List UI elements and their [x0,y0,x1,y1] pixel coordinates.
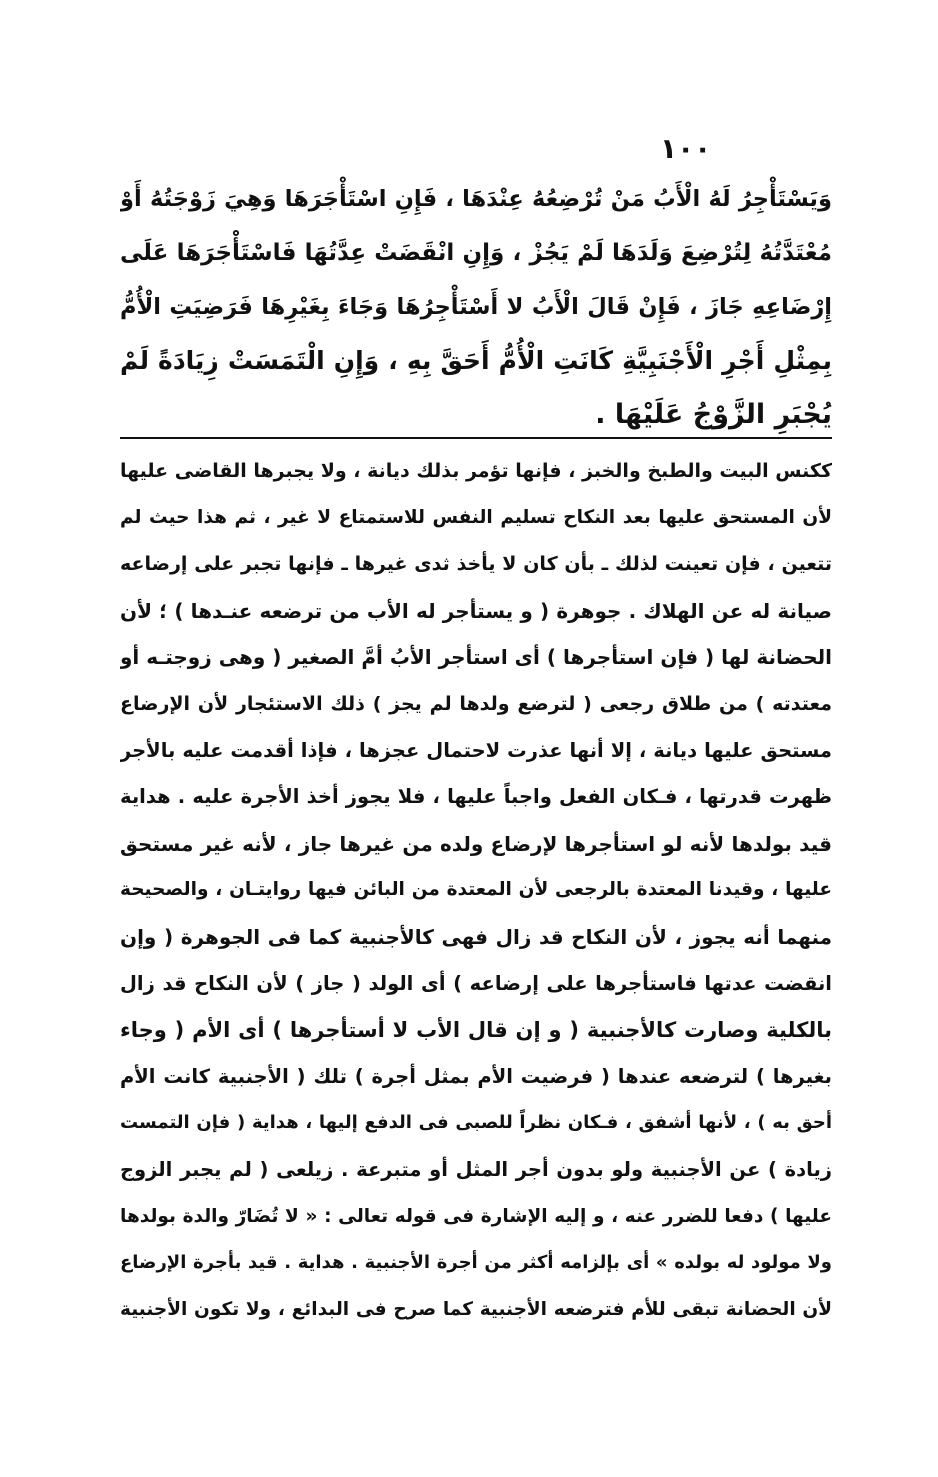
section-divider [120,437,832,439]
commentary-line: لأن الحضانة تبقى للأم فترضعه الأجنبية كما صرح فى البدائع ، ولا تكون الأجنبية [120,1298,832,1320]
main-text-line: يُجْبَرِ الزَّوْجُ عَلَيْهَا . [595,399,832,430]
main-text-line: إِرْضَاعِهِ جَازَ ، فَإِنْ قَالَ الْأَبُ لا أَسْتَأْجِرُهَا وَجَاءَ بِغَيْرِهَا فَرَضِيَتِ الْأُمُّ [120,294,832,320]
commentary-line: أحق به ) ، لأنها أشفق ، فـكان نظراً للصبى فى الدفع إليها ، هداية ( فإن التمست [120,1112,832,1134]
commentary-line: عليها ، وقيدنا المعتدة بالرجعى لأن المعتدة من البائن فيها روايتـان ، والصحيحة [120,879,832,901]
main-text-line: وَيَسْتَأْجِرُ لَهُ الْأَبُ مَنْ تُرْضِعُهُ عِنْدَهَا ، فَإِنِ اسْتَأْجَرَهَا وَهِيَ زَوْجَتُهُ أَوْ [120,186,832,212]
main-text [120,172,832,442]
commentary-line: معتدته ) من طلاق رجعى ( لترضع ولدها لم يجز ) ذلك الاستئجار لأن الإرضاع [120,692,832,715]
commentary-line: تتعين ، فإن تعينت لذلك ـ بأن كان لا يأخذ ثدى غيرها ـ فإنها تجبر على إرضاعه [120,553,832,576]
commentary-line: مستحق عليها ديانة ، إلا أنها عذرت لاحتمال عجزها ، فإذا أقدمت عليه بالأجر [120,738,832,762]
page-number: ١٠٠ [660,132,712,165]
commentary-line: منهما أنه يجوز ، لأن النكاح قد زال فهى كالأجنبية كما فى الجوهرة ( وإن [120,924,832,949]
commentary-line: عليها ) دفعا للضرر عنه ، و إليه الإشارة فى قوله تعالى : « لا تُضَارّ والدة بولدها [120,1205,832,1227]
commentary-line: زيادة ) عن الأجنبية ولو بدون أجر المثل أو متبرعة . زيلعى ( لم يجبر الزوج [120,1157,832,1181]
commentary-line: الحضانة لها ( فإن استأجرها ) أى استأجر الأبُ أمَّ الصغير ( وهى زوجتـه أو [120,645,832,670]
commentary-line: صيانة له عن الهلاك . جوهرة ( و يستأجر له الأب من ترضعه عنـدها ) ؛ لأن [120,598,832,623]
commentary-line: ظهرت قدرتها ، فـكان الفعل واجباً عليها ، فلا يجوز أخذ الأجرة عليه . هداية [120,785,832,809]
commentary-line: انقضت عدتها فاستأجرها على إرضاعه ) أى الولد ( جاز ) لأن النكاح قد زال [120,971,832,995]
commentary-line: ولا مولود له بولده » أى بإلزامه أكثر من أجرة الأجنبية . هداية . قيد بأجرة الإرضاع [120,1252,832,1274]
commentary-line: ككنس البيت والطبخ والخبز ، فإنها تؤمر بذلك ديانة ، ولا يجبرها القاضى عليها [120,460,832,482]
commentary-line: قيد بولدها لأنه لو استأجرها لإرضاع ولده من غيرها جاز ، لأنه غير مستحق [120,831,832,856]
commentary-line: بالكلية وصارت كالأجنبية ( و إن قال الأب لا أستأجرها ) أى الأم ( وجاء [120,1018,832,1043]
commentary-line: لأن المستحق عليها بعد النكاح تسليم النفس للاستمتاع لا غير ، ثم هذا حيث لم [120,506,832,528]
commentary-text [120,448,832,1333]
commentary-line: بغيرها ) لترضعه عندها ( فرضيت الأم بمثل أجرة ) تلك ( الأجنبية كانت الأم [120,1064,832,1088]
main-text-line: مُعْتَدَّتُهُ لِتُرْضِعَ وَلَدَهَا لَمْ يَجُزْ ، وَإِنِ انْقَضَتْ عِدَّتُهَا فَاسْتَأْجَرَهَا عَلَى [120,240,832,266]
main-text-line: بِمِثْلِ أَجْرِ الْأَجْنَبِيَّةِ كَانَتِ الْأُمُّ أَحَقَّ بِهِ ، وَإِنِ الْتَمَسَتْ زِيَادَةً لَمْ [120,346,832,375]
